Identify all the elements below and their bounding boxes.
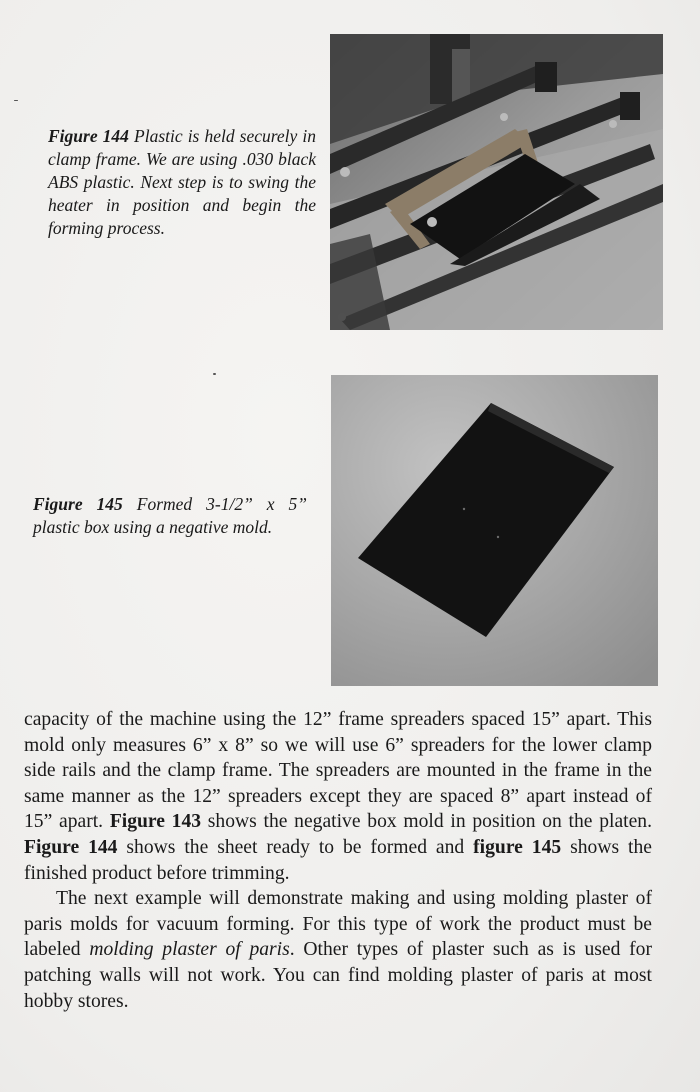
paragraph-1-text-c: shows the sheet ready to be formed and: [117, 836, 474, 858]
figure-143-reference: Figure 143: [109, 811, 202, 833]
paragraph-2: [24, 886, 652, 1014]
paragraph-1-text-b: shows the negative box mold in position on the platen.: [201, 811, 652, 833]
paragraph-1: [24, 707, 652, 886]
figure-145-caption: [33, 493, 307, 539]
body-text: [24, 707, 652, 1014]
print-speck: [213, 373, 216, 375]
figure-144-photo: [330, 34, 663, 330]
figure-144-reference: Figure 144: [24, 836, 118, 858]
figure-145-caption-text: Formed 3-1/2” x 5” plastic box using a negative mold.: [33, 494, 307, 537]
paragraph-1-text-d: shows the finished product before trimming.: [24, 836, 652, 884]
paragraph-2-emphasis: molding plaster of paris: [89, 939, 290, 961]
figure-144-label: Figure 144: [48, 126, 129, 146]
figure-144-caption-text: Plastic is held securely in clamp frame. We are using .030 black ABS plastic. Next step is to swing the heater in position and begin the forming process.: [48, 126, 316, 238]
print-speck: [14, 100, 18, 101]
figure-144-caption: [48, 125, 316, 240]
figure-145-illustration: [331, 375, 658, 686]
paragraph-1-text-a: capacity of the machine using the 12” frame spreaders spaced 15” apart. This mold only measures 6” x 8” so we will use 6” spreaders for the lower clamp side rails and the clamp frame. The spreaders are mounted in the frame in the same manner as the 12” spreaders except they are spaced 8” apart instead of 15” apart.: [24, 709, 652, 833]
figure-145-label: Figure 145: [33, 494, 123, 514]
paragraph-2-text-a: The next example will demonstrate making and using molding plaster of paris molds for vacuum forming. For this type of work the product must be labeled: [24, 888, 652, 961]
paragraph-2-text-b: . Other types of plaster such as is used for patching walls will not work. You can find molding plaster of paris at most hobby stores.: [24, 939, 652, 1012]
figure-144-illustration: [330, 34, 663, 330]
figure-145-reference: figure 145: [473, 836, 562, 858]
figure-145-photo: [331, 375, 658, 686]
